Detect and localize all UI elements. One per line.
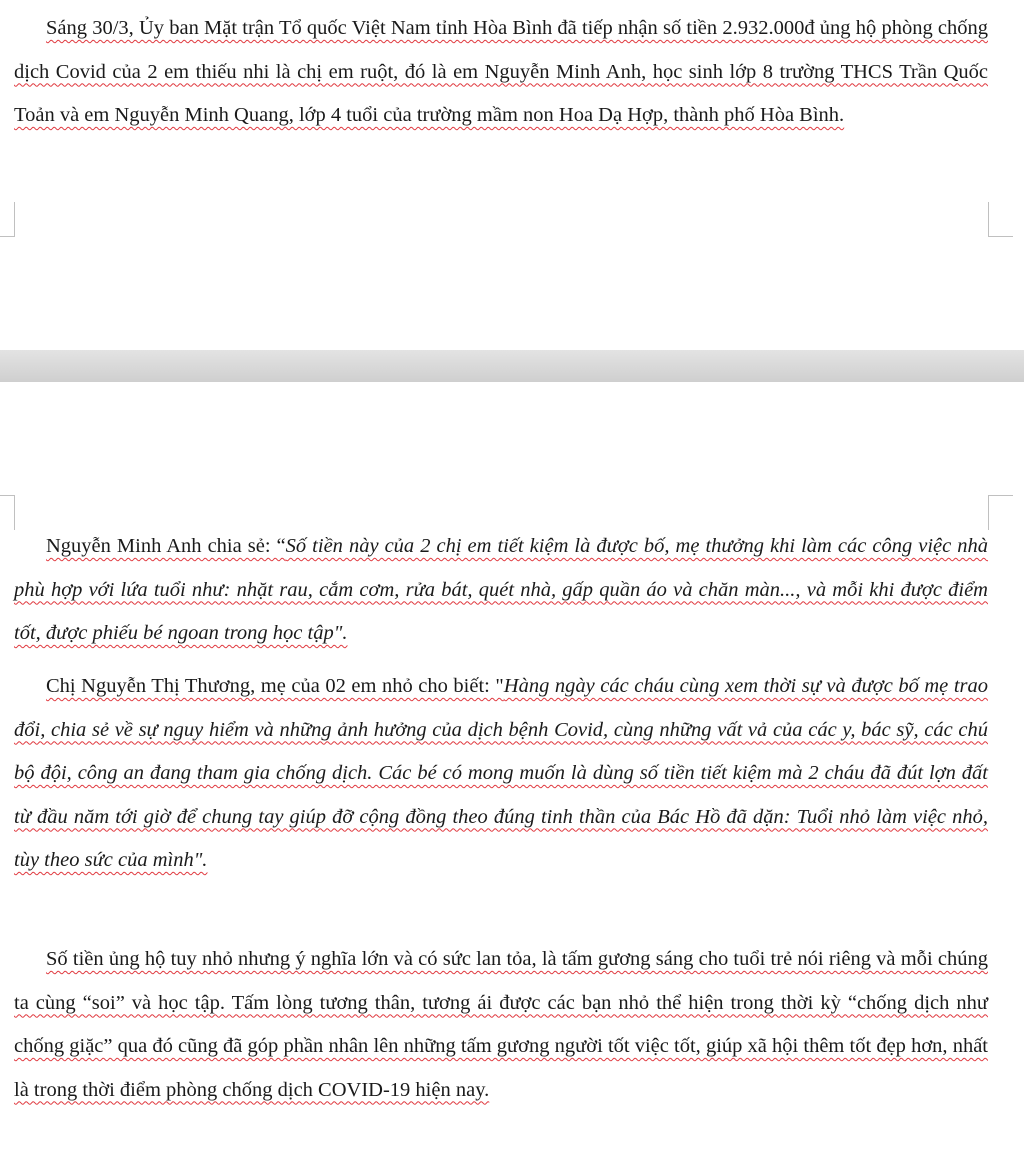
paragraph-text: Sáng 30/3, Ủy ban Mặt trận Tổ quốc Việt Nam tỉnh Hòa Bình đã tiếp nhận số tiền 2.932.000đ ủng hộ phòng chống dịch Covid của 2 em thiếu nhi là chị em ruột, đó là em Nguyễn Minh Anh, học sinh lớp 8 trường THCS Trần Quốc Toản và em Nguyễn Minh Quang, lớp 4 tuổi của trường mầm non Hoa Dạ Hợp, thành phố Hòa Bình. xyxy=(14,17,988,126)
margin-corner-mark xyxy=(0,202,15,237)
paragraph-donation-news xyxy=(14,7,988,138)
paragraph-text: Số tiền ủng hộ tuy nhỏ nhưng ý nghĩa lớn và có sức lan tỏa, là tấm gương sáng cho tuổi trẻ nói riêng và mỗi chúng ta cùng “soi” và học tập. Tấm lòng tương thân, tương ái được các bạn nhỏ thể hiện trong thời kỳ “chống dịch như chống giặc” qua đó cũng đã góp phần nhân lên những tấm gương người tốt việc tốt, giúp xã hội thêm tốt đẹp hơn, nhất là trong thời điểm phòng chống dịch COVID-19 hiện nay. xyxy=(14,948,988,1101)
paragraph-minh-anh-quote xyxy=(14,525,988,656)
paragraph-conclusion xyxy=(14,938,988,1112)
quoted-text: Số tiền này của 2 chị em tiết kiệm là được bố, mẹ thưởng khi làm các công việc nhà phù hợp với lứa tuổi như: nhặt rau, cắm cơm, rửa bát, quét nhà, gấp quần áo và chăn màn..., và mỗi khi được điểm tốt, được phiếu bé ngoan trong học tập". xyxy=(14,535,989,644)
page-separator xyxy=(0,350,1024,382)
paragraph-lead-text: Nguyễn Minh Anh chia sẻ: “ xyxy=(46,535,286,557)
paragraph-mother-quote xyxy=(14,665,988,883)
document-page-1 xyxy=(0,0,1024,350)
margin-corner-mark xyxy=(988,495,1013,530)
quoted-text: Hàng ngày các cháu cùng xem thời sự và được bố mẹ trao đổi, chia sẻ về sự nguy hiểm và những ảnh hưởng của dịch bệnh Covid, cùng những vất vả của các y, bác sỹ, các chú bộ đội, công an đang tham gia chống dịch. Các bé có mong muốn là dùng số tiền tiết kiệm mà 2 cháu đã đút lợn đất từ đầu năm tới giờ để chung tay giúp đỡ cộng đồng theo đúng tinh thần của Bác Hồ đã dặn: Tuổi nhỏ làm việc nhỏ, tùy theo sức của mình". xyxy=(14,675,988,871)
document-page-2 xyxy=(0,382,1024,1161)
margin-corner-mark xyxy=(988,202,1013,237)
paragraph-lead-text: Chị Nguyễn Thị Thương, mẹ của 02 em nhỏ cho biết: " xyxy=(46,675,504,697)
margin-corner-mark xyxy=(0,495,15,530)
